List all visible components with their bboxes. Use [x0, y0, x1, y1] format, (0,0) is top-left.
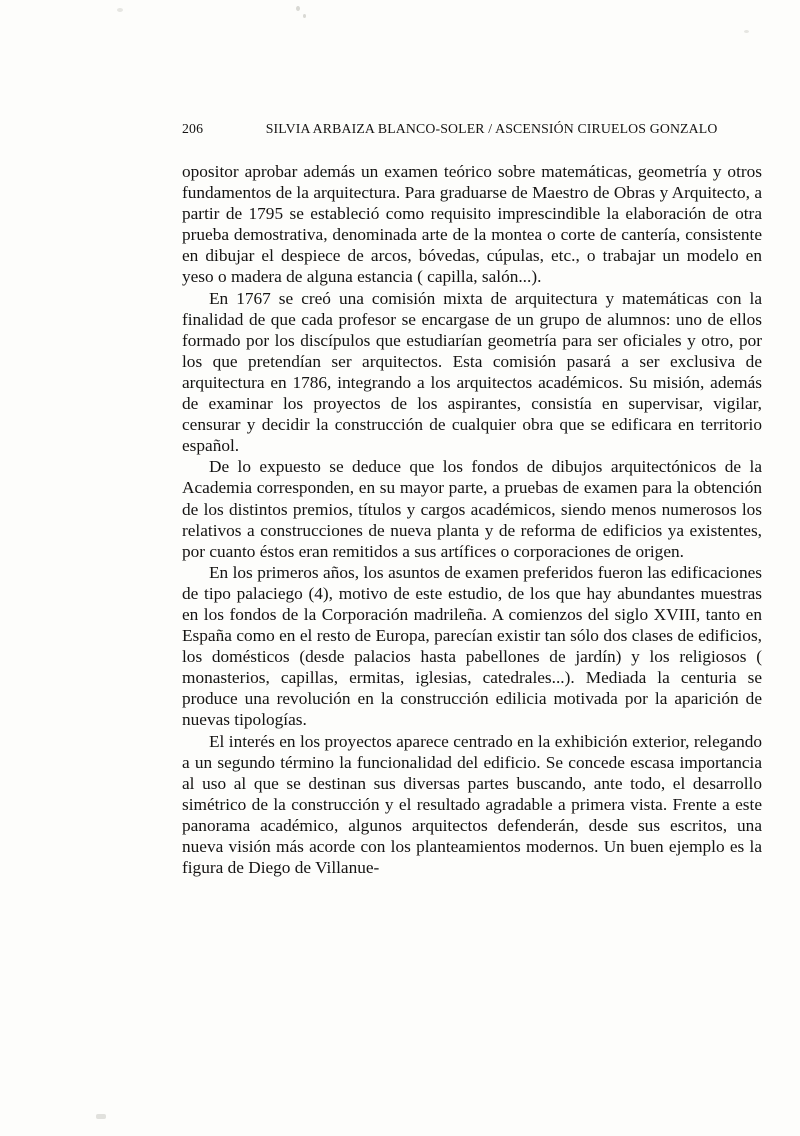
paragraph: De lo expuesto se deduce que los fondos de dibujos arquitectónicos de la Academia corresponden, en su mayor parte, a pruebas de examen para la obtención de los distintos premios, títulos y cargos académicos, siendo menos numerosos los relativos a construcciones de nueva planta y de reforma de edificios ya existentes, por cuanto éstos eran remitidos a sus artífices o corporaciones de origen.: [182, 457, 762, 561]
page-header: [182, 121, 762, 137]
scan-artifact: [96, 1114, 106, 1119]
scan-artifact: [117, 8, 123, 12]
paragraph: En 1767 se creó una comisión mixta de arquitectura y matemáticas con la finalidad de que cada profesor se encargase de un grupo de alumnos: uno de ellos formado por los discípulos que estudiarían geometría para ser oficiales y otro, por los que pretendían ser arquitectos. Esta comisión pasará a ser exclusiva de arquitectura en 1786, integrando a los arquitectos académicos. Su misión, además de examinar los proyectos de los aspirantes, consistía en supervisar, vigilar, censurar y decidir la construcción de cualquier obra que se edificara en territorio español.: [182, 288, 762, 456]
paragraph: opositor aprobar además un examen teórico sobre matemáticas, geometría y otros fundamentos de la arquitectura. Para graduarse de Maestro de Obras y Arquitecto, a partir de 1795 se estableció como requisito imprescindible la elaboración de otra prueba demostrativa, denominada arte de la montea o corte de cantería, consistente en dibujar el despiece de arcos, bóvedas, cúpulas, etc., o trabajar un modelo en yeso o madera de alguna estancia ( capilla, salón...).: [182, 162, 762, 287]
scan-artifact: [303, 14, 306, 18]
scan-artifact: [744, 30, 749, 33]
running-header: SILVIA ARBAIZA BLANCO-SOLER / ASCENSIÓN CIRUELOS GONZALO: [265, 121, 718, 136]
page-number: 206: [182, 121, 204, 136]
paragraph: En los primeros años, los asuntos de examen preferidos fueron las edificaciones de tipo palaciego (4), motivo de este estudio, de los que hay abundantes muestras en los fondos de la Corporación madrileña. A comienzos del siglo XVIII, tanto en España como en el resto de Europa, parecían existir tan sólo dos clases de edificios, los domésticos (desde palacios hasta pabellones de jardín) y los religiosos ( monasterios, capillas, ermitas, iglesias, catedrales...). Mediada la centuria se produce una revolución en la construcción edilicia motivada por la aparición de nuevas tipologías.: [182, 562, 762, 730]
scan-artifact: [296, 6, 300, 11]
text-body: [182, 161, 762, 878]
paragraph: El interés en los proyectos aparece centrado en la exhibición exterior, relegando a un segundo término la funcionalidad del edificio. Se concede escasa importancia al uso al que se destinan sus diversas partes buscando, ante todo, el desarrollo simétrico de la construcción y el resultado agradable a primera vista. Frente a este panorama académico, algunos arquitectos defenderán, desde sus escritos, una nueva visión más acorde con los planteamientos modernos. Un buen ejemplo es la figura de Diego de Villanue-: [182, 731, 762, 878]
